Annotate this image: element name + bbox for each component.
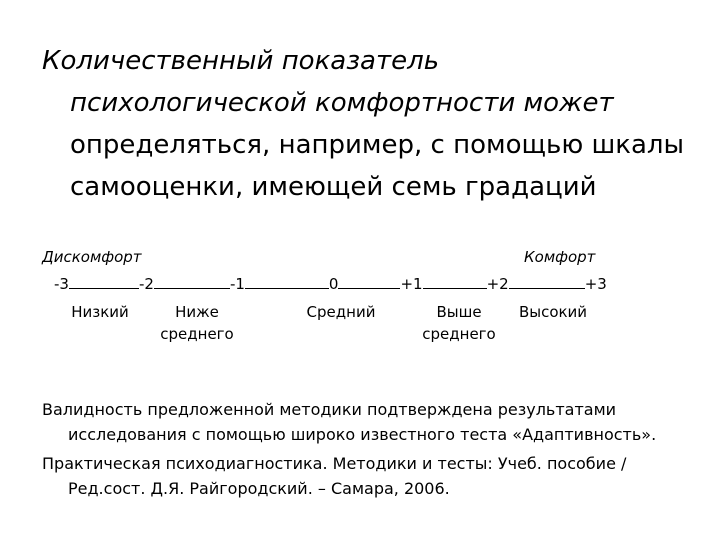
scale-level-text: Средний [306, 303, 376, 321]
scale-point: -1 [229, 275, 245, 293]
scale-level-text: Ниже [175, 303, 219, 321]
heading-line-2: психологической комфортности может [70, 88, 614, 118]
scale-gap [245, 274, 329, 289]
scale-level-text: среднего [160, 325, 234, 343]
validity-line-2: исследования с помощью широко известного теста «Адаптивность». [68, 425, 657, 444]
scale-left-end-label: Дискомфорт [42, 248, 142, 266]
scale-gap [509, 274, 585, 289]
scale-point: +3 [584, 275, 607, 293]
heading [42, 40, 702, 208]
heading-line-4: самооценки, имеющей семь градаций [70, 172, 597, 202]
scale-level-text: Низкий [71, 303, 129, 321]
scale-point: +2 [486, 275, 509, 293]
source-line-1: Практическая психодиагностика. Методики и тесты: Учеб. пособие / [42, 454, 627, 473]
source-line-2: Ред.сост. Д.Я. Райгородский. – Самара, 2006. [68, 479, 450, 498]
scale-point: -3 [54, 275, 69, 293]
scale-level-above-average [414, 301, 504, 345]
scale-gap [423, 274, 487, 289]
heading-line-3: определяться, например, с помощью шкалы [70, 130, 685, 160]
scale-level-text: среднего [422, 325, 496, 343]
scale-gap [338, 274, 400, 289]
scale-point: -2 [138, 275, 154, 293]
scale-right-end-label: Комфорт [524, 248, 596, 266]
scale-line [54, 274, 607, 293]
scale-level-text: Выше [436, 303, 482, 321]
scale-level-high [508, 301, 598, 323]
scale-gap [154, 274, 230, 289]
scale-level-average [296, 301, 386, 323]
scale-level-below-average [152, 301, 242, 345]
scale-level-text: Высокий [518, 303, 588, 321]
heading-line-1: Количественный показатель [42, 46, 440, 76]
validity-line-1: Валидность предложенной методики подтверждена результатами [42, 400, 617, 419]
scale-level-low [60, 301, 140, 323]
scale-point: 0 [328, 275, 339, 293]
validity-paragraph [42, 397, 692, 447]
scale-point: +1 [400, 275, 423, 293]
scale-gap [69, 274, 139, 289]
source-citation [42, 451, 692, 501]
